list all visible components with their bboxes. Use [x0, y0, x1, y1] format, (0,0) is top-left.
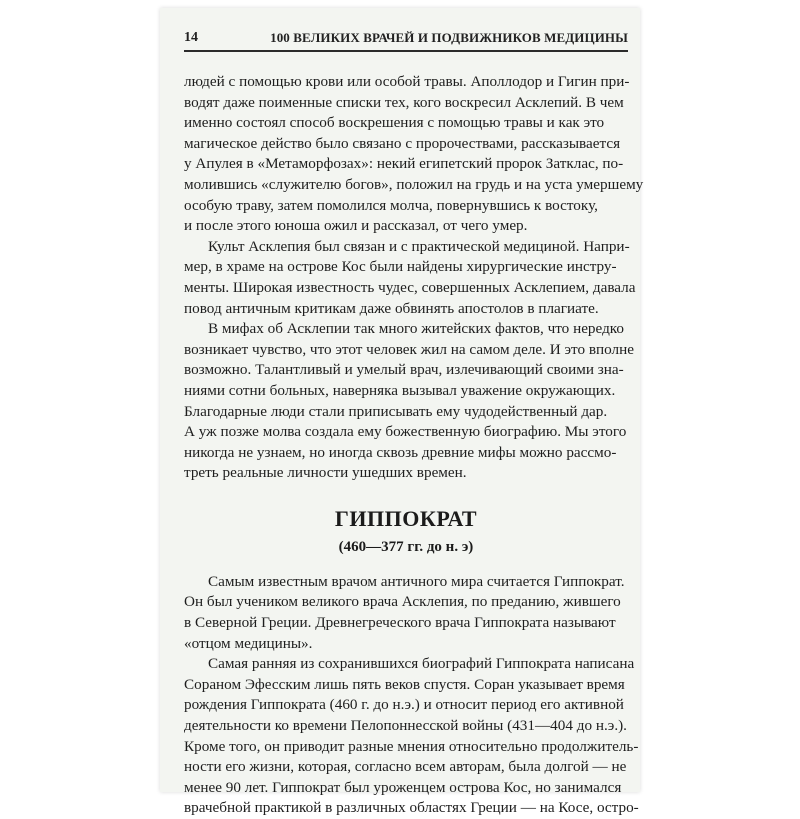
text-line: В мифах об Асклепии так много житейских фактов, что нередко — [208, 320, 624, 338]
book-page — [160, 8, 644, 817]
text-line: именно состоял способ воскрешения с помощью травы и как это — [184, 114, 605, 132]
text-line: рождения Гиппократа (460 г. до н.э.) и относит период его активной — [184, 696, 624, 714]
text-line: водят даже поименные списки тех, кого воскресил Асклепий. В чем — [184, 93, 624, 111]
text-line: людей с помощью крови или особой травы. Аполлодор и Гигин при- — [184, 73, 630, 90]
text-line: Культ Асклепия был связан и с практической медициной. Напри- — [208, 237, 630, 255]
text-line: у Апулея в «Метаморфозах»: некий египетский пророк Затклас, по- — [184, 155, 624, 173]
text-line: ниями сотни больных, наверняка вызывал уважение окружающих. — [184, 381, 616, 399]
text-line: треть реальные личности ушедших времен. — [184, 464, 467, 482]
text-line: в Северной Греции. Древнегреческого врача Гиппократа называют — [184, 614, 616, 632]
text-line: мер, в храме на острове Кос были найдены хирургические инстру- — [184, 258, 617, 276]
text-line: молившись «служителю богов», положил на грудь и на уста умершему — [184, 175, 644, 193]
text-line: Он был учеником великого врача Асклепия, по преданию, жившего — [184, 593, 621, 611]
text-line: никогда не узнаем, но иногда сквозь древние мифы можно рассмо- — [184, 443, 617, 461]
text-line: магическое действо было связано с пророчествами, рассказывается — [184, 134, 621, 152]
text-line: врачебной практикой в различных областях Греции — на Косе, остро- — [184, 799, 639, 817]
text-line: Сораном Эфесским лишь пять веков спустя. Соран указывает время — [184, 675, 625, 693]
text-line: ности его жизни, которая, согласно всем авторам, была долгой — не — [184, 758, 627, 776]
text-line: менты. Широкая известность чудес, совершенных Асклепием, давала — [184, 278, 636, 296]
text-line: Кроме того, он приводит разные мнения относительно продолжитель- — [184, 737, 639, 755]
text-line: менее 90 лет. Гиппократ был уроженцем острова Кос, но занимался — [184, 778, 622, 796]
text-line: деятельности ко времени Пелопоннесской войны (431—404 до н.э.). — [184, 717, 627, 735]
running-header — [184, 26, 628, 52]
text-line: Самым известным врачом античного мира считается Гиппократ. — [208, 572, 625, 590]
text-line: особую траву, затем помолился молча, повернувшись к востоку, — [184, 196, 598, 214]
text-line: и после этого юноша ожил и рассказал, от чего умер. — [184, 217, 528, 235]
text-line: повод античным критикам даже обвинять апостолов в плагиате. — [184, 299, 599, 317]
text-line: А уж позже молва создала ему божественную биографию. Мы этого — [184, 423, 627, 441]
chapter-subtitle: (460—377 гг. до н. э) — [338, 538, 474, 555]
text-line: возникает чувство, что этот человек жил на самом деле. И это вполне — [184, 340, 635, 358]
page-number: 14 — [184, 30, 198, 45]
text-line: Благодарные люди стали приписывать ему чудодейственный дар. — [184, 402, 608, 420]
page-body — [184, 72, 644, 819]
text-line: «отцом медицины». — [184, 634, 313, 652]
text-line: возможно. Талантливый и умелый врач, излечивающий своими зна- — [184, 361, 624, 379]
text-line: Самая ранняя из сохранившихся биографий Гиппократа написана — [208, 655, 635, 673]
running-title: 100 ВЕЛИКИХ ВРАЧЕЙ И ПОДВИЖНИКОВ МЕДИЦИНЫ — [270, 30, 628, 45]
chapter-title: ГИППОКРАТ — [334, 505, 478, 531]
